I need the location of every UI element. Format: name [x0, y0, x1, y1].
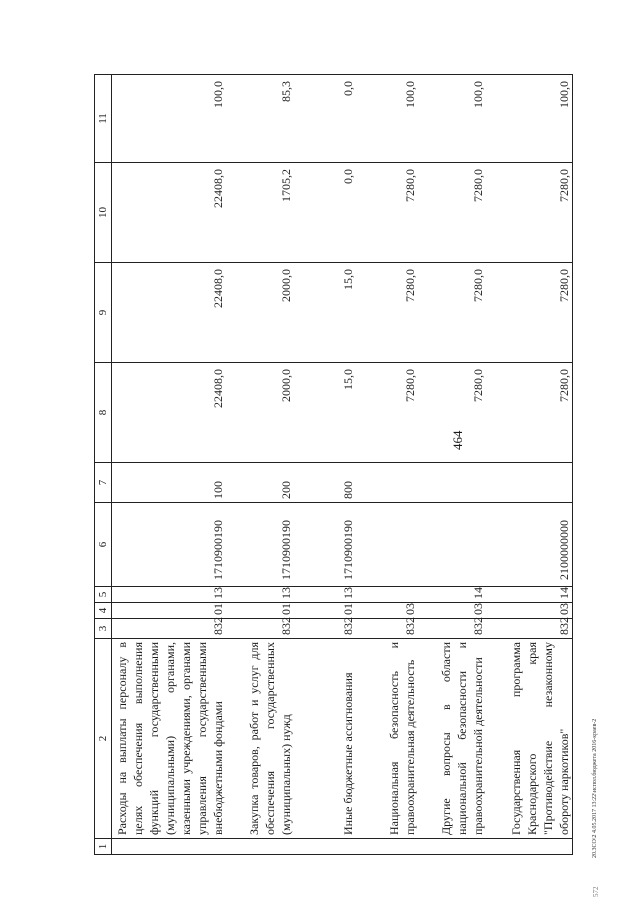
- cell-type: [486, 463, 572, 503]
- cell-section: 03: [418, 603, 486, 619]
- cell-type: 100: [112, 463, 227, 503]
- cell-percent: 0,0: [294, 75, 356, 163]
- table-row: [294, 75, 356, 855]
- header-cell: 3: [95, 619, 112, 639]
- cell-value: 7280,0: [356, 363, 418, 463]
- row-name: Закупка товаров, работ и услуг для обеспечения государственных (муниципальных) нужд: [226, 639, 294, 839]
- cell-value: 7280,0: [418, 263, 486, 363]
- cell-subsection: 13: [294, 587, 356, 603]
- cell-value: 1705,2: [226, 163, 294, 263]
- header-cell: 2: [95, 639, 112, 839]
- cell-value: 7280,0: [356, 263, 418, 363]
- cell-value: 7280,0: [486, 163, 572, 263]
- header-cell: 7: [95, 463, 112, 503]
- cell-value: 0,0: [294, 163, 356, 263]
- cell-value: 15,0: [294, 263, 356, 363]
- cell-target: [356, 503, 418, 587]
- cell-value: 22408,0: [112, 363, 227, 463]
- cell-code: 832: [486, 619, 572, 639]
- cell-code: 832: [112, 619, 227, 639]
- cell-value: 7280,0: [418, 163, 486, 263]
- row-name: Государственная программа Краснодарского края "Противодействие незаконному обороту наркотиков": [486, 639, 572, 839]
- row-name: Другие вопросы в области национальной безопасности и правоохранительной деятельности: [418, 639, 486, 839]
- cell-section: 03: [356, 603, 418, 619]
- cell-target: [418, 503, 486, 587]
- header-cell: 8: [95, 363, 112, 463]
- cell-section: 01: [112, 603, 227, 619]
- cell-type: [418, 463, 486, 503]
- cell-code: 832: [356, 619, 418, 639]
- page-number: 464: [450, 430, 465, 450]
- table-row: [356, 75, 418, 855]
- cell-col1: [486, 839, 572, 855]
- cell-col1: [112, 839, 227, 855]
- cell-col1: [356, 839, 418, 855]
- cell-subsection: [356, 587, 418, 603]
- cell-value: 22408,0: [112, 163, 227, 263]
- table-row: [226, 75, 294, 855]
- cell-subsection: 14: [418, 587, 486, 603]
- cell-percent: 100,0: [418, 75, 486, 163]
- cell-type: 200: [226, 463, 294, 503]
- row-name: Национальная безопасность и правоохранительная деятельность: [356, 639, 418, 839]
- header-cell: 5: [95, 587, 112, 603]
- cell-subsection: 14: [486, 587, 572, 603]
- cell-value: 7280,0: [418, 363, 486, 463]
- cell-value: 22408,0: [112, 263, 227, 363]
- cell-section: 03: [486, 603, 572, 619]
- rotated-table-container: [94, 75, 571, 855]
- cell-percent: 100,0: [112, 75, 227, 163]
- cell-percent: 100,0: [356, 75, 418, 163]
- cell-percent: 85,3: [226, 75, 294, 163]
- header-cell: 10: [95, 163, 112, 263]
- cell-type: [356, 463, 418, 503]
- cell-code: 832: [418, 619, 486, 639]
- header-cell: 1: [95, 839, 112, 855]
- header-cell: 11: [95, 75, 112, 163]
- file-path-note: 20.3СО\2 4.05.2017 13:22\испол.бюджета 2016-краев-2: [592, 718, 598, 858]
- header-row: [95, 75, 112, 855]
- cell-code: 832: [226, 619, 294, 639]
- cell-section: 01: [226, 603, 294, 619]
- cell-target: 1710900190: [226, 503, 294, 587]
- cell-value: 7280,0: [486, 363, 572, 463]
- cell-value: 7280,0: [356, 163, 418, 263]
- cell-value: 2000,0: [226, 363, 294, 463]
- cell-col1: [418, 839, 486, 855]
- cell-type: 800: [294, 463, 356, 503]
- cell-value: 7280,0: [486, 263, 572, 363]
- table-row: [486, 75, 572, 855]
- corner-mark: 572: [592, 886, 600, 897]
- cell-target: 2100000000: [486, 503, 572, 587]
- cell-col1: [226, 839, 294, 855]
- row-name: Расходы на выплаты персоналу в целях обеспечения выполнения функций государственными (муниципальными) органами, казенными учреждениями, органами управления государственными внебюджетными фондами: [112, 639, 227, 839]
- header-cell: 6: [95, 503, 112, 587]
- header-cell: 9: [95, 263, 112, 363]
- cell-subsection: 13: [112, 587, 227, 603]
- cell-target: 1710900190: [294, 503, 356, 587]
- cell-col1: [294, 839, 356, 855]
- cell-target: 1710900190: [112, 503, 227, 587]
- cell-subsection: 13: [226, 587, 294, 603]
- table-row: [112, 75, 227, 855]
- cell-section: 01: [294, 603, 356, 619]
- cell-value: 2000,0: [226, 263, 294, 363]
- cell-percent: 100,0: [486, 75, 572, 163]
- header-cell: 4: [95, 603, 112, 619]
- budget-table: [94, 74, 573, 855]
- cell-value: 15,0: [294, 363, 356, 463]
- row-name: Иные бюджетные ассигнования: [294, 639, 356, 839]
- cell-code: 832: [294, 619, 356, 639]
- table-row: [418, 75, 486, 855]
